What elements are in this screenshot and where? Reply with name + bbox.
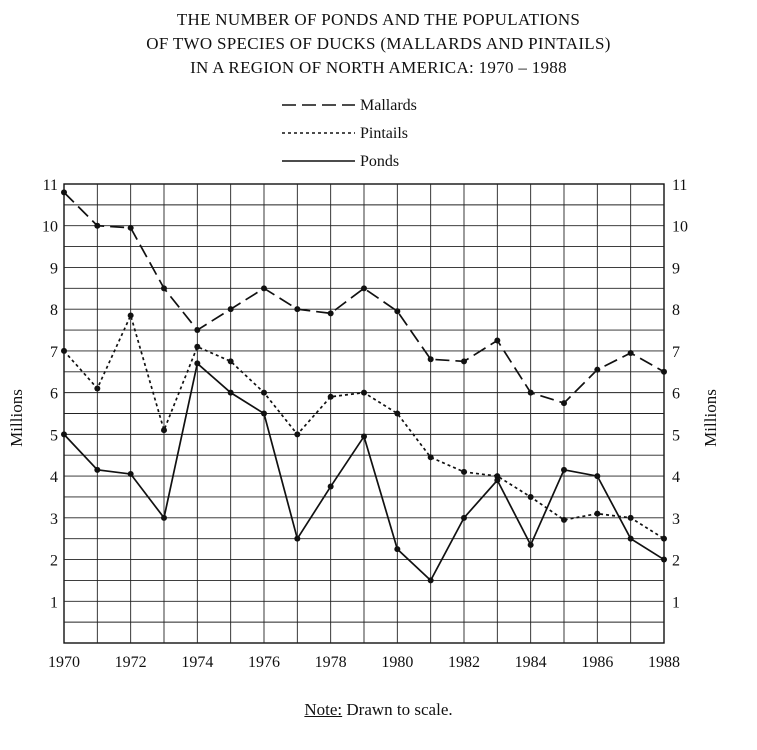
y-tick-label-left: 5	[50, 427, 58, 445]
x-tick-label: 1982	[448, 654, 480, 671]
y-tick-label-left: 1	[50, 594, 58, 612]
y-tick-label-left: 6	[50, 385, 58, 403]
data-point-pintails	[61, 348, 67, 354]
data-point-ponds	[328, 484, 334, 490]
data-point-mallards	[328, 310, 334, 316]
data-point-mallards	[628, 350, 634, 356]
data-point-mallards	[161, 285, 167, 291]
data-point-mallards	[494, 337, 500, 343]
y-tick-label-left: 8	[50, 302, 58, 320]
data-point-mallards	[361, 285, 367, 291]
data-point-pintails	[594, 511, 600, 517]
y-tick-label-left: 9	[50, 260, 58, 278]
data-point-mallards	[61, 189, 67, 195]
y-tick-label-left: 10	[42, 218, 58, 236]
data-point-ponds	[628, 536, 634, 542]
y-tick-label-right: 4	[672, 469, 680, 487]
data-point-pintails	[194, 344, 200, 350]
y-tick-label-right: 7	[672, 343, 680, 361]
data-point-ponds	[128, 471, 134, 477]
data-point-ponds	[394, 546, 400, 552]
x-tick-label: 1974	[181, 654, 214, 671]
legend-label-pintails: Pintails	[360, 125, 409, 142]
data-point-mallards	[294, 306, 300, 312]
data-point-ponds	[661, 557, 667, 563]
data-point-pintails	[461, 469, 467, 475]
y-tick-label-left: 11	[42, 177, 58, 194]
x-tick-label: 1970	[48, 654, 80, 671]
data-point-ponds	[494, 477, 500, 483]
data-point-pintails	[561, 517, 567, 523]
data-point-mallards	[128, 225, 134, 231]
data-point-mallards	[394, 308, 400, 314]
data-point-pintails	[661, 536, 667, 542]
chart-title-line-3: IN A REGION OF NORTH AMERICA: 1970 – 1988	[190, 58, 567, 77]
chart-note	[0, 700, 757, 720]
data-point-pintails	[161, 427, 167, 433]
data-point-mallards	[594, 367, 600, 373]
data-point-mallards	[194, 327, 200, 333]
y-tick-label-right: 6	[672, 385, 680, 403]
y-tick-label-right: 11	[672, 177, 688, 194]
note-text: Drawn to scale.	[346, 700, 453, 719]
x-tick-label: 1976	[248, 654, 280, 671]
data-point-mallards	[94, 223, 100, 229]
y-axis-title-left: Millions	[7, 389, 26, 447]
data-point-ponds	[161, 515, 167, 521]
data-point-ponds	[428, 577, 434, 583]
legend-label-mallards: Mallards	[360, 97, 417, 114]
data-point-pintails	[528, 494, 534, 500]
data-point-ponds	[228, 390, 234, 396]
data-point-mallards	[561, 400, 567, 406]
data-point-ponds	[194, 360, 200, 366]
data-point-pintails	[628, 515, 634, 521]
x-tick-label: 1978	[314, 654, 347, 671]
x-tick-label: 1980	[381, 654, 414, 671]
chart-title-line-2: OF TWO SPECIES OF DUCKS (MALLARDS AND PINTAILS)	[146, 34, 611, 53]
data-point-pintails	[361, 390, 367, 396]
y-tick-label-left: 3	[50, 510, 58, 528]
note-label: Note:	[304, 700, 343, 719]
y-tick-label-right: 10	[672, 218, 688, 236]
chart-legend	[282, 97, 417, 170]
y-tick-label-right: 1	[672, 594, 680, 612]
x-tick-label: 1988	[648, 654, 680, 671]
data-point-ponds	[61, 431, 67, 437]
data-point-mallards	[228, 306, 234, 312]
data-point-pintails	[228, 358, 234, 364]
y-tick-label-left: 4	[50, 469, 58, 487]
y-tick-label-left: 7	[50, 343, 58, 361]
data-point-pintails	[94, 385, 100, 391]
y-tick-label-right: 2	[672, 552, 680, 570]
data-point-mallards	[428, 356, 434, 362]
axis-ticks	[42, 177, 688, 671]
data-point-pintails	[394, 411, 400, 417]
y-tick-label-right: 3	[672, 510, 680, 528]
data-point-mallards	[528, 390, 534, 396]
y-axis-title-right: Millions	[701, 389, 720, 447]
chart-title-line-1: THE NUMBER OF PONDS AND THE POPULATIONS	[176, 10, 581, 29]
data-point-pintails	[128, 312, 134, 318]
data-point-ponds	[528, 542, 534, 548]
data-point-mallards	[261, 285, 267, 291]
data-point-ponds	[361, 433, 367, 439]
data-point-mallards	[661, 369, 667, 375]
chart-grid	[64, 184, 664, 643]
x-tick-label: 1986	[581, 654, 614, 671]
data-point-ponds	[561, 467, 567, 473]
y-tick-label-right: 9	[672, 260, 680, 278]
y-tick-label-right: 5	[672, 427, 680, 445]
data-point-mallards	[461, 358, 467, 364]
y-tick-label-left: 2	[50, 552, 58, 570]
data-point-pintails	[261, 390, 267, 396]
legend-label-ponds: Ponds	[360, 153, 400, 170]
data-point-pintails	[428, 454, 434, 460]
data-point-ponds	[261, 411, 267, 417]
data-point-ponds	[94, 467, 100, 473]
x-tick-label: 1972	[114, 654, 147, 671]
x-tick-label: 1984	[514, 654, 547, 671]
y-tick-label-right: 8	[672, 302, 680, 320]
data-point-pintails	[328, 394, 334, 400]
data-point-pintails	[294, 431, 300, 437]
data-point-ponds	[461, 515, 467, 521]
data-point-ponds	[294, 536, 300, 542]
data-point-ponds	[594, 473, 600, 479]
